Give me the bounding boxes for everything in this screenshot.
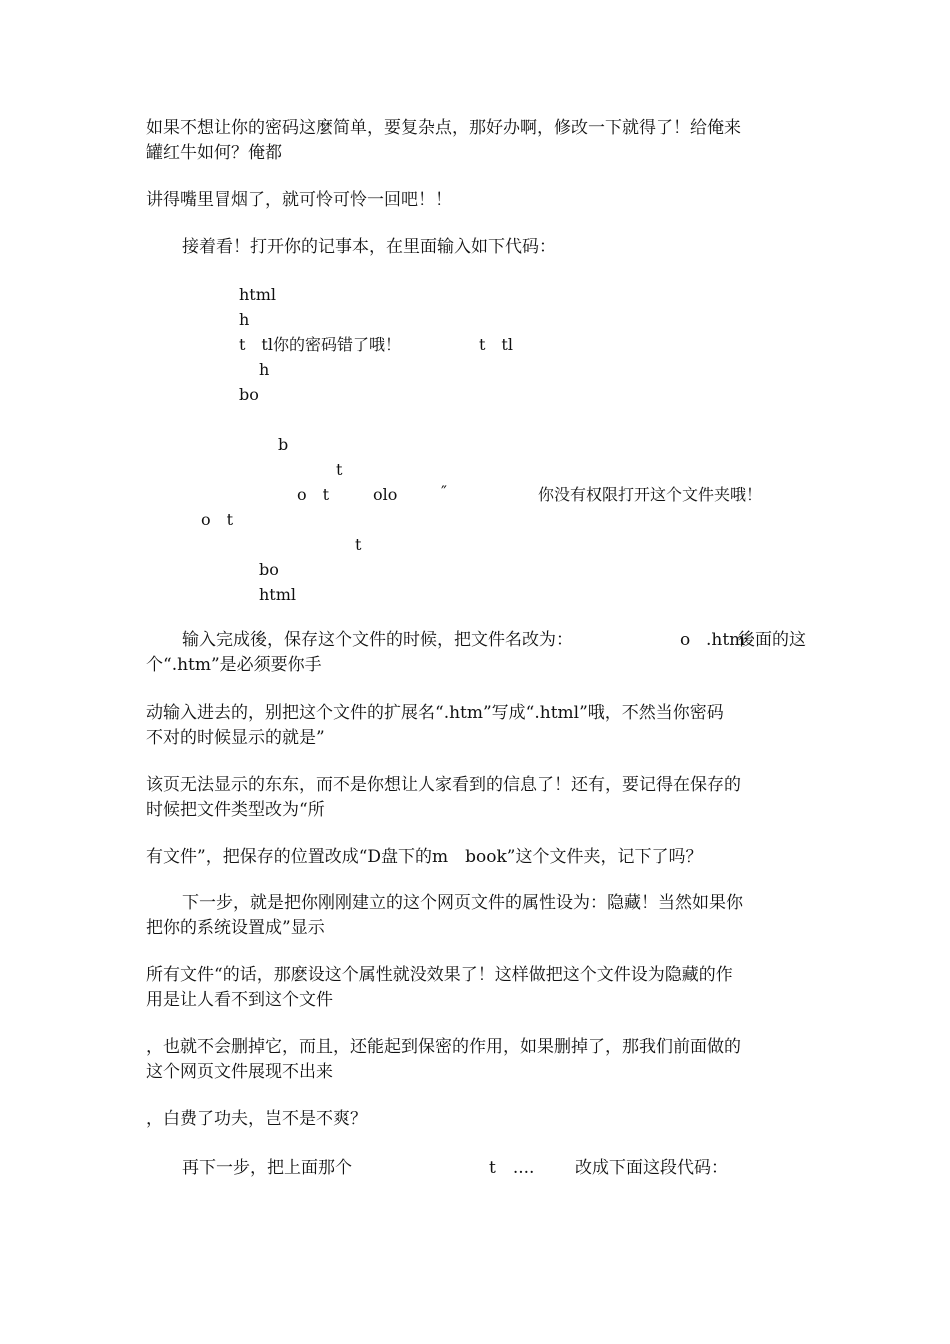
paragraph-line: 讲得嘴里冒烟了，就可怜可怜一回吧！！ <box>146 190 452 210</box>
code-line: bo <box>259 560 279 579</box>
code-line: o t <box>297 485 330 504</box>
code-line: html <box>239 285 277 304</box>
paragraph-line: .htm <box>706 630 746 650</box>
paragraph-line: 如果不想让你的密码这麼简单，要复杂点，那好办啊，修改一下就得了！给俺来 <box>146 118 741 138</box>
code-line: html <box>259 585 297 604</box>
paragraph-line: ，也就不会删掉它，而且，还能起到保密的作用，如果删掉了，那我们前面做的 <box>146 1037 741 1057</box>
paragraph-line: 改成下面这段代码： <box>575 1158 728 1178</box>
code-line: t <box>355 535 362 554</box>
paragraph-line: 动输入进去的，别把这个文件的扩展名“.htm”写成“.html”哦，不然当你密码 <box>146 703 724 723</box>
paragraph-line: 所有文件“的话，那麽设这个属性就没效果了！这样做把这个文件设为隐藏的作 <box>146 965 733 985</box>
code-line: b <box>278 435 289 454</box>
paragraph-line: 个“.htm”是必须要你手 <box>146 655 322 675</box>
paragraph-line: 不对的时候显示的就是” <box>146 728 325 748</box>
code-line: h <box>239 310 250 329</box>
code-line: t <box>336 460 343 479</box>
paragraph-line: 下一步，就是把你刚刚建立的这个网页文件的属性设为：隐藏！当然如果你 <box>182 893 743 913</box>
paragraph-line: 再下一步，把上面那个 <box>182 1158 352 1178</box>
code-line: ″ <box>441 482 447 501</box>
code-line: h <box>259 360 270 379</box>
paragraph-line: ，白费了功夫，岂不是不爽？ <box>146 1109 367 1129</box>
paragraph-line: 该页无法显示的东东，而不是你想让人家看到的信息了！还有，要记得在保存的 <box>146 775 741 795</box>
code-line: 你没有权限打开这个文件夹哦！ <box>538 485 763 504</box>
paragraph-line: o <box>680 630 691 650</box>
paragraph-line: t .... <box>489 1158 535 1178</box>
paragraph-line: 用是让人看不到这个文件 <box>146 990 333 1010</box>
code-line: bo <box>239 385 259 404</box>
paragraph-line: 有文件”，把保存的位置改成“D盘下的m book”这个文件夹，记下了吗？ <box>146 847 703 867</box>
paragraph-line: 这个网页文件展现不出来 <box>146 1062 333 1082</box>
paragraph-line: 接着看！打开你的记事本，在里面输入如下代码： <box>182 237 556 257</box>
paragraph-line: 输入完成後，保存这个文件的时候，把文件名改为： <box>182 630 573 650</box>
paragraph-line: 把你的系统设置成”显示 <box>146 918 325 938</box>
paragraph-line: 时候把文件类型改为“所 <box>146 800 325 820</box>
code-line: o t <box>201 510 234 529</box>
paragraph-line: 後面的这 <box>738 630 806 650</box>
code-line: olo <box>373 485 398 504</box>
code-line: t tl <box>479 335 513 354</box>
code-line: t tl你的密码错了哦！ <box>239 335 401 354</box>
paragraph-line: 罐红牛如何？俺都 <box>146 143 282 163</box>
